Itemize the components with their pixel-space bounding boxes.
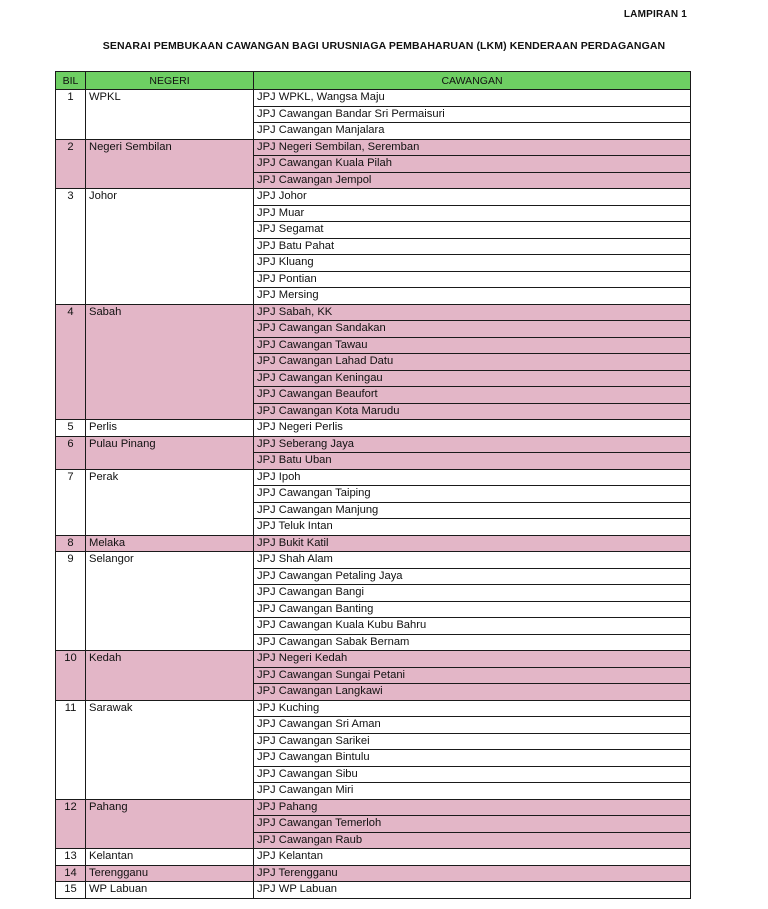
negeri-cell: Perlis — [86, 420, 254, 437]
bil-cell: 9 — [56, 552, 86, 651]
cawangan-cell: JPJ Johor — [254, 189, 691, 206]
table-row — [56, 651, 691, 668]
cawangan-cell: JPJ Cawangan Kota Marudu — [254, 403, 691, 420]
negeri-cell: Pulau Pinang — [86, 436, 254, 469]
header-negeri: NEGERI — [86, 72, 254, 90]
cawangan-cell: JPJ Bukit Katil — [254, 535, 691, 552]
table-row — [56, 420, 691, 437]
cawangan-cell: JPJ Negeri Kedah — [254, 651, 691, 668]
table-row — [56, 304, 691, 321]
negeri-cell: Terengganu — [86, 865, 254, 882]
cawangan-cell: JPJ Mersing — [254, 288, 691, 305]
cawangan-cell: JPJ Cawangan Temerloh — [254, 816, 691, 833]
cawangan-cell: JPJ Cawangan Kuala Pilah — [254, 156, 691, 173]
cawangan-cell: JPJ Cawangan Raub — [254, 832, 691, 849]
document-title: SENARAI PEMBUKAAN CAWANGAN BAGI URUSNIAGA PEMBAHARUAN (LKM) KENDERAAN PERDAGANGAN — [102, 40, 666, 52]
cawangan-cell: JPJ Batu Uban — [254, 453, 691, 470]
cawangan-cell: JPJ WPKL, Wangsa Maju — [254, 90, 691, 107]
bil-cell: 13 — [56, 849, 86, 866]
cawangan-cell: JPJ Cawangan Langkawi — [254, 684, 691, 701]
bil-cell: 11 — [56, 700, 86, 799]
negeri-cell: Negeri Sembilan — [86, 139, 254, 189]
cawangan-cell: JPJ Teluk Intan — [254, 519, 691, 536]
appendix-label: LAMPIRAN 1 — [623, 9, 687, 20]
negeri-cell: Perak — [86, 469, 254, 535]
table-row — [56, 189, 691, 206]
negeri-cell: Johor — [86, 189, 254, 305]
bil-cell: 4 — [56, 304, 86, 420]
cawangan-cell: JPJ Terengganu — [254, 865, 691, 882]
table-row — [56, 90, 691, 107]
cawangan-cell: JPJ Batu Pahat — [254, 238, 691, 255]
cawangan-cell: JPJ Cawangan Bintulu — [254, 750, 691, 767]
cawangan-cell: JPJ Pontian — [254, 271, 691, 288]
negeri-cell: Sabah — [86, 304, 254, 420]
cawangan-cell: JPJ Seberang Jaya — [254, 436, 691, 453]
cawangan-cell: JPJ Cawangan Sri Aman — [254, 717, 691, 734]
bil-cell: 14 — [56, 865, 86, 882]
table-row — [56, 469, 691, 486]
header-bil: BIL — [56, 72, 86, 90]
negeri-cell: Selangor — [86, 552, 254, 651]
branch-table — [55, 71, 691, 899]
table-row — [56, 552, 691, 569]
cawangan-cell: JPJ Sabah, KK — [254, 304, 691, 321]
header-cawangan: CAWANGAN — [254, 72, 691, 90]
bil-cell: 10 — [56, 651, 86, 701]
table-row — [56, 849, 691, 866]
negeri-cell: Melaka — [86, 535, 254, 552]
table-body — [56, 90, 691, 899]
negeri-cell: Kelantan — [86, 849, 254, 866]
table-row — [56, 139, 691, 156]
cawangan-cell: JPJ WP Labuan — [254, 882, 691, 899]
table-header-row — [56, 72, 691, 90]
cawangan-cell: JPJ Cawangan Sungai Petani — [254, 667, 691, 684]
cawangan-cell: JPJ Muar — [254, 205, 691, 222]
cawangan-cell: JPJ Cawangan Manjung — [254, 502, 691, 519]
cawangan-cell: JPJ Kuching — [254, 700, 691, 717]
cawangan-cell: JPJ Negeri Perlis — [254, 420, 691, 437]
negeri-cell: Pahang — [86, 799, 254, 849]
cawangan-cell: JPJ Cawangan Banting — [254, 601, 691, 618]
table-header — [56, 72, 691, 90]
cawangan-cell: JPJ Ipoh — [254, 469, 691, 486]
cawangan-cell: JPJ Cawangan Manjalara — [254, 123, 691, 140]
cawangan-cell: JPJ Cawangan Kuala Kubu Bahru — [254, 618, 691, 635]
bil-cell: 5 — [56, 420, 86, 437]
cawangan-cell: JPJ Cawangan Jempol — [254, 172, 691, 189]
cawangan-cell: JPJ Cawangan Lahad Datu — [254, 354, 691, 371]
bil-cell: 6 — [56, 436, 86, 469]
bil-cell: 3 — [56, 189, 86, 305]
cawangan-cell: JPJ Cawangan Keningau — [254, 370, 691, 387]
cawangan-cell: JPJ Cawangan Tawau — [254, 337, 691, 354]
cawangan-cell: JPJ Cawangan Taiping — [254, 486, 691, 503]
cawangan-cell: JPJ Shah Alam — [254, 552, 691, 569]
table-row — [56, 436, 691, 453]
bil-cell: 15 — [56, 882, 86, 899]
cawangan-cell: JPJ Pahang — [254, 799, 691, 816]
cawangan-cell: JPJ Negeri Sembilan, Seremban — [254, 139, 691, 156]
negeri-cell: Sarawak — [86, 700, 254, 799]
cawangan-cell: JPJ Segamat — [254, 222, 691, 239]
cawangan-cell: JPJ Cawangan Miri — [254, 783, 691, 800]
cawangan-cell: JPJ Cawangan Sibu — [254, 766, 691, 783]
cawangan-cell: JPJ Cawangan Bangi — [254, 585, 691, 602]
table-row — [56, 882, 691, 899]
bil-cell: 12 — [56, 799, 86, 849]
negeri-cell: WPKL — [86, 90, 254, 140]
cawangan-cell: JPJ Cawangan Sabak Bernam — [254, 634, 691, 651]
cawangan-cell: JPJ Cawangan Bandar Sri Permaisuri — [254, 106, 691, 123]
cawangan-cell: JPJ Cawangan Sarikei — [254, 733, 691, 750]
negeri-cell: WP Labuan — [86, 882, 254, 899]
table-row — [56, 799, 691, 816]
cawangan-cell: JPJ Kluang — [254, 255, 691, 272]
cawangan-cell: JPJ Cawangan Beaufort — [254, 387, 691, 404]
cawangan-cell: JPJ Cawangan Petaling Jaya — [254, 568, 691, 585]
cawangan-cell: JPJ Cawangan Sandakan — [254, 321, 691, 338]
cawangan-cell: JPJ Kelantan — [254, 849, 691, 866]
bil-cell: 1 — [56, 90, 86, 140]
table-row — [56, 865, 691, 882]
negeri-cell: Kedah — [86, 651, 254, 701]
bil-cell: 8 — [56, 535, 86, 552]
table-row — [56, 535, 691, 552]
bil-cell: 2 — [56, 139, 86, 189]
bil-cell: 7 — [56, 469, 86, 535]
table-row — [56, 700, 691, 717]
